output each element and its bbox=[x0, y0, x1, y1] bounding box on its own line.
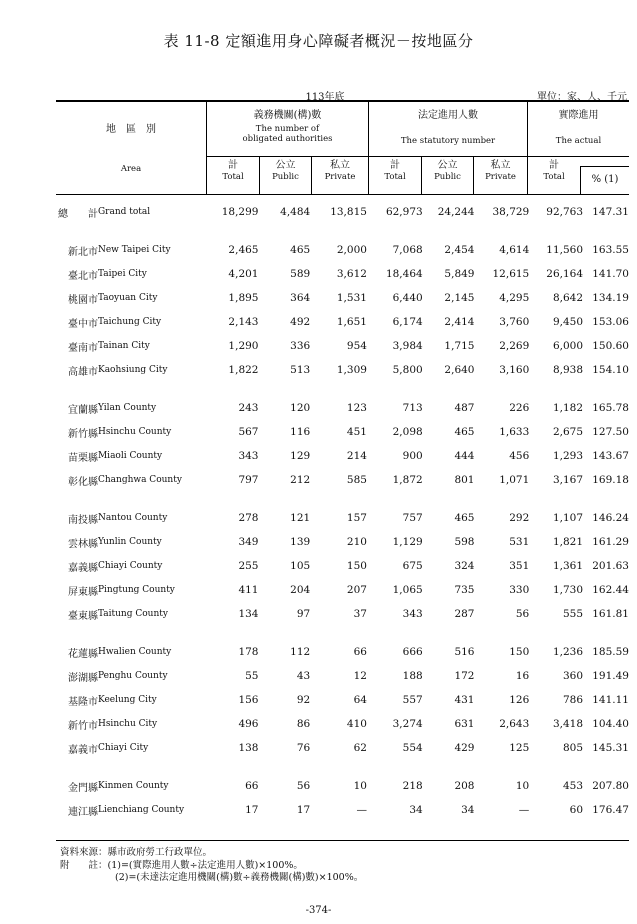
value-cell: 156 bbox=[238, 694, 259, 706]
area-name-zh: 連江縣 bbox=[67, 806, 98, 818]
value-cell: 185.59 bbox=[592, 646, 629, 658]
value-cell: 487 bbox=[454, 402, 475, 414]
table-row bbox=[56, 736, 629, 760]
header-group-statutory-zh: 法定進用人數 bbox=[418, 110, 478, 121]
value-cell: 13,815 bbox=[330, 206, 367, 218]
value-cell: 496 bbox=[238, 718, 259, 730]
value-cell: 145.31 bbox=[592, 742, 629, 754]
value-cell: 411 bbox=[238, 584, 259, 596]
table-row bbox=[56, 578, 629, 602]
area-name-zh: 宜蘭縣 bbox=[67, 404, 98, 416]
area-name-zh: 新竹市 bbox=[67, 720, 98, 732]
header-region bbox=[56, 124, 206, 136]
value-cell: 172 bbox=[454, 670, 475, 682]
area-name-en: Kinmen County bbox=[97, 781, 169, 791]
value-cell: 134 bbox=[238, 608, 259, 620]
area-name-en: Pingtung County bbox=[97, 585, 175, 595]
table-row bbox=[56, 200, 629, 224]
value-cell: 713 bbox=[402, 402, 423, 414]
area-name-zh: 高雄市 bbox=[67, 366, 98, 378]
area-name-zh: 苗栗縣 bbox=[67, 452, 98, 464]
value-cell: 3,274 bbox=[392, 718, 423, 730]
area-name-zh: 基隆市 bbox=[67, 696, 98, 708]
note-line-2 bbox=[115, 872, 363, 884]
value-cell: 201.63 bbox=[592, 560, 629, 572]
table-subtitle: 113年底 bbox=[305, 92, 345, 103]
value-cell: 218 bbox=[402, 780, 423, 792]
value-cell: 34 bbox=[461, 804, 475, 816]
header-group-obligated-en: The number of obligated authorities bbox=[242, 124, 333, 144]
col-header-total: 計 Total bbox=[222, 160, 244, 182]
value-cell: 557 bbox=[402, 694, 423, 706]
value-cell: 1,531 bbox=[336, 292, 367, 304]
page-title: 表 11-8 定額進用身心障礙者概況－按地區分 bbox=[163, 32, 474, 50]
header-subrule bbox=[206, 156, 629, 157]
table-row bbox=[56, 420, 629, 444]
area-name-zh: 新竹縣 bbox=[67, 428, 98, 440]
value-cell: 757 bbox=[402, 512, 423, 524]
area-name-zh: 臺中市 bbox=[67, 318, 98, 330]
value-cell: 210 bbox=[346, 536, 367, 548]
spacer-row bbox=[56, 492, 629, 506]
value-cell: 666 bbox=[402, 646, 423, 658]
value-cell: 1,293 bbox=[552, 450, 584, 462]
table-row bbox=[56, 664, 629, 688]
value-cell: 3,160 bbox=[499, 364, 530, 376]
spacer-row bbox=[56, 626, 629, 640]
value-cell: 56 bbox=[515, 608, 530, 620]
value-cell: 24,244 bbox=[437, 206, 475, 218]
value-cell: 116 bbox=[290, 426, 311, 438]
area-name-zh: 南投縣 bbox=[67, 514, 98, 526]
value-cell: 207 bbox=[346, 584, 367, 596]
value-cell: 360 bbox=[562, 670, 584, 682]
header-bottom-rule bbox=[56, 194, 629, 195]
spacer-row bbox=[56, 382, 629, 396]
area-name-en: Taichung City bbox=[97, 317, 162, 327]
value-cell: 34 bbox=[409, 804, 423, 816]
value-cell: 154.10 bbox=[592, 364, 629, 376]
value-cell: 141.11 bbox=[592, 694, 629, 706]
area-name-zh: 臺南市 bbox=[67, 342, 98, 354]
value-cell: 56 bbox=[296, 780, 311, 792]
spacer-row bbox=[56, 760, 629, 774]
value-cell: 17 bbox=[296, 804, 311, 816]
header-region-zh: 地 區 別 bbox=[106, 124, 156, 135]
value-cell: 112 bbox=[290, 646, 311, 658]
value-cell: 465 bbox=[290, 244, 311, 256]
value-cell: 139 bbox=[290, 536, 311, 548]
value-cell: 1,872 bbox=[392, 474, 423, 486]
header-group-actual bbox=[528, 110, 629, 146]
area-name-en: Changhwa County bbox=[97, 475, 182, 485]
note-line-1 bbox=[60, 860, 303, 872]
value-cell: 243 bbox=[238, 402, 259, 414]
area-name-en: Chiayi County bbox=[97, 561, 163, 571]
value-cell: 55 bbox=[245, 670, 259, 682]
value-cell: 1,290 bbox=[228, 340, 259, 352]
note-label: 附 註： bbox=[60, 860, 108, 871]
value-cell: 343 bbox=[238, 450, 259, 462]
value-cell: 1,236 bbox=[552, 646, 584, 658]
value-cell: 2,269 bbox=[499, 340, 530, 352]
table-row bbox=[56, 286, 629, 310]
value-cell: 900 bbox=[402, 450, 423, 462]
value-cell: 431 bbox=[454, 694, 475, 706]
area-name-en: Hsinchu City bbox=[97, 719, 158, 729]
header-subrule bbox=[580, 166, 629, 167]
value-cell: 64 bbox=[353, 694, 367, 706]
value-cell: 2,414 bbox=[444, 316, 475, 328]
value-cell: 336 bbox=[290, 340, 311, 352]
header-region-en-cell bbox=[56, 164, 206, 174]
value-cell: 38,729 bbox=[492, 206, 530, 218]
value-cell: 5,849 bbox=[444, 268, 475, 280]
value-cell: 125 bbox=[509, 742, 530, 754]
area-name-en: Yilan County bbox=[97, 403, 157, 413]
table-row bbox=[56, 712, 629, 736]
value-cell: 208 bbox=[454, 780, 475, 792]
area-name-en: Tainan City bbox=[97, 341, 150, 351]
value-cell: 2,454 bbox=[444, 244, 475, 256]
note-1: (1)=(實際進用人數÷法定進用人數)×100%。 bbox=[107, 860, 303, 871]
table-row bbox=[56, 334, 629, 358]
value-cell: 146.24 bbox=[592, 512, 629, 524]
value-cell: 531 bbox=[509, 536, 530, 548]
table-row bbox=[56, 530, 629, 554]
value-cell: 1,361 bbox=[552, 560, 584, 572]
value-cell: 10 bbox=[353, 780, 367, 792]
table-row bbox=[56, 444, 629, 468]
value-cell: 178 bbox=[238, 646, 259, 658]
value-cell: 26,164 bbox=[546, 268, 584, 280]
value-cell: 1,065 bbox=[392, 584, 423, 596]
table-row bbox=[56, 640, 629, 664]
area-name-zh: 嘉義市 bbox=[67, 744, 98, 756]
value-cell: 66 bbox=[245, 780, 259, 792]
value-cell: 4,295 bbox=[499, 292, 530, 304]
value-cell: 3,612 bbox=[336, 268, 367, 280]
value-cell: 9,450 bbox=[552, 316, 584, 328]
value-cell: 1,730 bbox=[552, 584, 584, 596]
value-cell: 492 bbox=[290, 316, 311, 328]
col-header-total: 計 Total bbox=[384, 160, 406, 182]
table-row bbox=[56, 688, 629, 712]
value-cell: 123 bbox=[346, 402, 367, 414]
value-cell: 589 bbox=[290, 268, 311, 280]
table-row bbox=[56, 396, 629, 420]
value-cell: 516 bbox=[454, 646, 475, 658]
area-name-en: Hwalien County bbox=[97, 647, 172, 657]
value-cell: 157 bbox=[346, 512, 367, 524]
value-cell: 97 bbox=[296, 608, 311, 620]
value-cell: 513 bbox=[290, 364, 311, 376]
area-name-en: Taitung County bbox=[97, 609, 168, 619]
value-cell: 2,143 bbox=[228, 316, 259, 328]
value-cell: 555 bbox=[562, 608, 584, 620]
value-cell: 105 bbox=[290, 560, 311, 572]
value-cell: 2,465 bbox=[228, 244, 259, 256]
value-cell: 17 bbox=[245, 804, 259, 816]
unit-label: 單位：家、人、千元 bbox=[537, 92, 627, 103]
value-cell: 1,107 bbox=[552, 512, 584, 524]
area-name-zh: 花蓮縣 bbox=[67, 648, 98, 660]
source-text: 縣市政府勞工行政單位。 bbox=[107, 847, 213, 858]
table-row bbox=[56, 798, 629, 822]
value-cell: 37 bbox=[353, 608, 367, 620]
value-cell: 121 bbox=[290, 512, 311, 524]
value-cell: 278 bbox=[238, 512, 259, 524]
area-name-zh: 屏東縣 bbox=[67, 586, 98, 598]
table-row bbox=[56, 238, 629, 262]
value-cell: 364 bbox=[290, 292, 311, 304]
value-cell: 92 bbox=[296, 694, 311, 706]
value-cell: 143.67 bbox=[592, 450, 629, 462]
value-cell: 349 bbox=[238, 536, 259, 548]
value-cell: 2,145 bbox=[444, 292, 475, 304]
col-header-private: 私立 Private bbox=[485, 160, 516, 182]
value-cell: 62,973 bbox=[385, 206, 423, 218]
value-cell: 3,418 bbox=[552, 718, 584, 730]
table-row bbox=[56, 774, 629, 798]
area-name-zh: 新北市 bbox=[67, 246, 98, 258]
value-cell: 1,633 bbox=[499, 426, 530, 438]
value-cell: 138 bbox=[238, 742, 259, 754]
value-cell: 127.50 bbox=[592, 426, 629, 438]
value-cell: 410 bbox=[346, 718, 367, 730]
area-name-en: Kaohsiung City bbox=[97, 365, 168, 375]
value-cell: 2,643 bbox=[499, 718, 530, 730]
value-cell: 1,071 bbox=[499, 474, 530, 486]
value-cell: 6,440 bbox=[392, 292, 423, 304]
bottom-rule bbox=[56, 840, 629, 841]
value-cell: 43 bbox=[296, 670, 311, 682]
value-cell: — bbox=[356, 804, 367, 816]
value-cell: 150.60 bbox=[592, 340, 629, 352]
value-cell: 104.40 bbox=[592, 718, 629, 730]
value-cell: 4,201 bbox=[228, 268, 259, 280]
table-body bbox=[56, 200, 629, 822]
value-cell: 1,715 bbox=[444, 340, 475, 352]
col-header-public: 公立 Public bbox=[434, 160, 461, 182]
value-cell: 2,640 bbox=[444, 364, 475, 376]
value-cell: 153.06 bbox=[592, 316, 629, 328]
value-cell: 631 bbox=[454, 718, 475, 730]
value-cell: 1,309 bbox=[336, 364, 367, 376]
area-name-en: Taipei City bbox=[97, 269, 147, 279]
col-header-public: 公立 Public bbox=[272, 160, 299, 182]
value-cell: 126 bbox=[509, 694, 530, 706]
value-cell: 204 bbox=[290, 584, 311, 596]
value-cell: 3,984 bbox=[392, 340, 423, 352]
value-cell: 324 bbox=[454, 560, 475, 572]
area-name-zh: 總 計 bbox=[57, 208, 98, 220]
value-cell: 805 bbox=[562, 742, 584, 754]
value-cell: 162.44 bbox=[592, 584, 629, 596]
area-name-en: Grand total bbox=[97, 207, 151, 217]
table-row bbox=[56, 468, 629, 492]
value-cell: 1,651 bbox=[336, 316, 367, 328]
value-cell: 6,174 bbox=[392, 316, 423, 328]
value-cell: 212 bbox=[290, 474, 311, 486]
header-group-actual-en: The actual bbox=[555, 136, 602, 146]
value-cell: 287 bbox=[454, 608, 475, 620]
value-cell: 3,760 bbox=[499, 316, 530, 328]
value-cell: 554 bbox=[402, 742, 423, 754]
area-name-en: New Taipei City bbox=[97, 245, 171, 255]
source-note bbox=[60, 847, 212, 859]
area-name-zh: 雲林縣 bbox=[67, 538, 98, 550]
value-cell: 191.49 bbox=[592, 670, 629, 682]
value-cell: 585 bbox=[346, 474, 367, 486]
value-cell: 954 bbox=[346, 340, 367, 352]
value-cell: 1,821 bbox=[552, 536, 584, 548]
header-group-obligated-zh: 義務機關(構)數 bbox=[253, 110, 322, 121]
value-cell: 343 bbox=[402, 608, 423, 620]
value-cell: 163.55 bbox=[592, 244, 629, 256]
table-row bbox=[56, 262, 629, 286]
value-cell: 2,000 bbox=[336, 244, 367, 256]
value-cell: 16 bbox=[515, 670, 530, 682]
spacer-row bbox=[56, 224, 629, 238]
value-cell: 10 bbox=[515, 780, 530, 792]
area-name-en: Nantou County bbox=[97, 513, 168, 523]
value-cell: 1,129 bbox=[392, 536, 423, 548]
value-cell: 62 bbox=[353, 742, 367, 754]
value-cell: 161.81 bbox=[592, 608, 629, 620]
area-name-zh: 彰化縣 bbox=[67, 476, 98, 488]
value-cell: 255 bbox=[238, 560, 259, 572]
value-cell: 3,167 bbox=[552, 474, 584, 486]
value-cell: 292 bbox=[509, 512, 530, 524]
area-name-en: Chiayi City bbox=[97, 743, 149, 753]
table-row bbox=[56, 358, 629, 382]
value-cell: 456 bbox=[509, 450, 530, 462]
value-cell: 147.31 bbox=[592, 206, 629, 218]
value-cell: 444 bbox=[454, 450, 475, 462]
area-name-zh: 金門縣 bbox=[67, 782, 98, 794]
header-region-en: Area bbox=[120, 164, 142, 174]
value-cell: 2,098 bbox=[392, 426, 423, 438]
value-cell: 351 bbox=[509, 560, 530, 572]
col-header-total: 計 Total bbox=[543, 160, 565, 182]
value-cell: 801 bbox=[454, 474, 475, 486]
table-row bbox=[56, 554, 629, 578]
header-group-statutory bbox=[369, 110, 527, 146]
value-cell: 141.70 bbox=[592, 268, 629, 280]
value-cell: 161.29 bbox=[592, 536, 629, 548]
value-cell: 4,484 bbox=[280, 206, 311, 218]
value-cell: 786 bbox=[562, 694, 584, 706]
value-cell: 150 bbox=[346, 560, 367, 572]
data-table bbox=[56, 200, 629, 822]
value-cell: 8,642 bbox=[552, 292, 584, 304]
area-name-en: Penghu County bbox=[97, 671, 168, 681]
area-name-en: Keelung City bbox=[97, 695, 157, 705]
value-cell: 66 bbox=[353, 646, 367, 658]
value-cell: 451 bbox=[346, 426, 367, 438]
value-cell: 18,299 bbox=[221, 206, 259, 218]
area-name-en: Yunlin County bbox=[97, 537, 162, 547]
value-cell: 6,000 bbox=[552, 340, 584, 352]
value-cell: 92,763 bbox=[546, 206, 584, 218]
value-cell: 176.47 bbox=[592, 804, 629, 816]
value-cell: 465 bbox=[454, 512, 475, 524]
value-cell: 120 bbox=[290, 402, 311, 414]
header-group-statutory-en: The statutory number bbox=[400, 136, 496, 146]
header-group-obligated bbox=[207, 110, 368, 144]
value-cell: 1,182 bbox=[552, 402, 584, 414]
value-cell: 188 bbox=[402, 670, 423, 682]
area-name-en: Hsinchu County bbox=[97, 427, 172, 437]
value-cell: 134.19 bbox=[592, 292, 629, 304]
value-cell: 797 bbox=[238, 474, 259, 486]
table-row bbox=[56, 506, 629, 530]
table-row bbox=[56, 310, 629, 334]
area-name-zh: 嘉義縣 bbox=[67, 562, 98, 574]
value-cell: 214 bbox=[346, 450, 367, 462]
top-rule bbox=[56, 100, 629, 102]
table-row bbox=[56, 602, 629, 626]
value-cell: 86 bbox=[296, 718, 311, 730]
value-cell: 11,560 bbox=[546, 244, 584, 256]
value-cell: 598 bbox=[454, 536, 475, 548]
value-cell: 735 bbox=[454, 584, 475, 596]
value-cell: 453 bbox=[562, 780, 584, 792]
area-name-en: Lienchiang County bbox=[97, 805, 185, 815]
value-cell: 207.80 bbox=[592, 780, 629, 792]
value-cell: 567 bbox=[238, 426, 259, 438]
header-group-actual-zh: 實際進用 bbox=[558, 110, 599, 121]
value-cell: — bbox=[518, 804, 530, 816]
area-name-en: Taoyuan City bbox=[97, 293, 158, 303]
value-cell: 76 bbox=[296, 742, 311, 754]
value-cell: 226 bbox=[509, 402, 530, 414]
value-cell: 330 bbox=[509, 584, 530, 596]
area-name-zh: 臺北市 bbox=[67, 270, 98, 282]
value-cell: 165.78 bbox=[592, 402, 629, 414]
value-cell: 5,800 bbox=[392, 364, 423, 376]
value-cell: 18,464 bbox=[385, 268, 423, 280]
value-cell: 150 bbox=[509, 646, 530, 658]
value-cell: 465 bbox=[454, 426, 475, 438]
area-name-zh: 桃園市 bbox=[67, 294, 98, 306]
value-cell: 2,675 bbox=[552, 426, 584, 438]
value-cell: 4,614 bbox=[499, 244, 530, 256]
value-cell: 60 bbox=[569, 804, 584, 816]
value-cell: 1,895 bbox=[228, 292, 259, 304]
value-cell: 129 bbox=[290, 450, 311, 462]
value-cell: 675 bbox=[402, 560, 423, 572]
note-2: (2)=(未達法定進用機關(構)數÷義務機關(構)數)×100%。 bbox=[115, 872, 364, 883]
value-cell: 429 bbox=[454, 742, 475, 754]
area-name-en: Miaoli County bbox=[97, 451, 163, 461]
col-header-percent: % (1) bbox=[591, 174, 619, 185]
source-label: 資料來源： bbox=[60, 847, 108, 858]
value-cell: 1,822 bbox=[228, 364, 259, 376]
page-number: -374- bbox=[305, 905, 332, 916]
value-cell: 7,068 bbox=[392, 244, 423, 256]
value-cell: 8,938 bbox=[552, 364, 584, 376]
area-name-zh: 臺東縣 bbox=[67, 610, 98, 622]
value-cell: 169.18 bbox=[592, 474, 629, 486]
value-cell: 12 bbox=[353, 670, 367, 682]
value-cell: 12,615 bbox=[492, 268, 530, 280]
col-header-private: 私立 Private bbox=[324, 160, 356, 182]
area-name-zh: 澎湖縣 bbox=[67, 672, 98, 684]
